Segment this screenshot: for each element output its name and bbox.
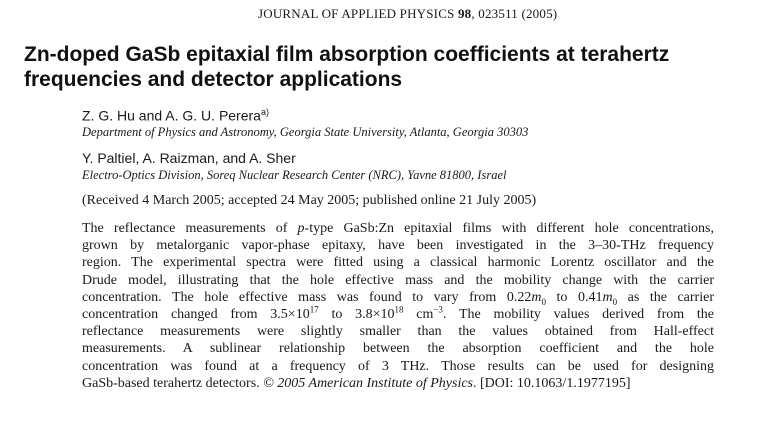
abstract-line: Drude model, illustrating that the hole effective mass and the mobility change with the carrier: [82, 272, 714, 288]
affiliation-2: Electro-Optics Division, Soreq Nuclear Research Center (NRC), Yavne 81800, Israel: [82, 168, 507, 182]
abstract-line: concentration was found at a frequency of 3 THz. Those results can be used for designing: [82, 358, 714, 374]
publication-dates: (Received 4 March 2005; accepted 24 May 2005; published online 21 July 2005): [82, 193, 537, 208]
abstract-line: GaSb-based terahertz detectors. © 2005 American Institute of Physics. [DOI: 10.1063/1.1977195]: [82, 375, 631, 391]
abstract-line: grown by metalorganic vapor-phase epitaxy, have been investigated in the 3–30-THz frequency: [82, 238, 714, 254]
paper-title: Zn-doped GaSb epitaxial film absorption coefficients at terahertz frequencies and detector applications: [24, 43, 670, 91]
author-footnote-marker: a): [260, 107, 269, 117]
abstract-line: concentration changed from $3.5\times 10^{17}$ to $3.8\times 10^{18}$ $cm^{-3}$. The mobility values derived from the: [82, 304, 714, 323]
abstract-line: The reflectance measurements of p-type GaSb:Zn epitaxial films with different hole concentrations,: [82, 221, 714, 236]
author-names-1: Z. G. Hu and A. G. U. Perera: [82, 107, 261, 124]
author-list-1: [82, 107, 269, 124]
journal-article-number: , 023511 (2005): [471, 6, 558, 21]
author-names-2: Y. Paltiel, A. Raizman, and A. Sher: [82, 150, 296, 166]
journal-header: [258, 6, 557, 22]
abstract-line: reflectance measurements were slightly smaller than the values obtained from Hall-effect: [82, 324, 714, 340]
journal-name: JOURNAL OF APPLIED PHYSICS: [258, 6, 455, 21]
doi: . [DOI: 10.1063/1.1977195]: [473, 375, 631, 391]
abstract-line: concentration. The hole effective mass was found to vary from $0.22m_0$ to $0.41m_0$ as the carrier: [82, 289, 714, 307]
copyright-notice: © 2005 American Institute of Physics: [263, 375, 473, 391]
journal-volume: 98: [457, 6, 472, 21]
abstract: [82, 220, 714, 392]
abstract-line: region. The experimental spectra were fitted using a classical harmonic Lorentz oscillator and the: [82, 255, 714, 271]
abstract-line: measurements. A sublinear relationship between the absorption coefficient and the hole: [82, 341, 714, 357]
affiliation-1: Department of Physics and Astronomy, Georgia State University, Atlanta, Georgia 30303: [82, 125, 529, 139]
